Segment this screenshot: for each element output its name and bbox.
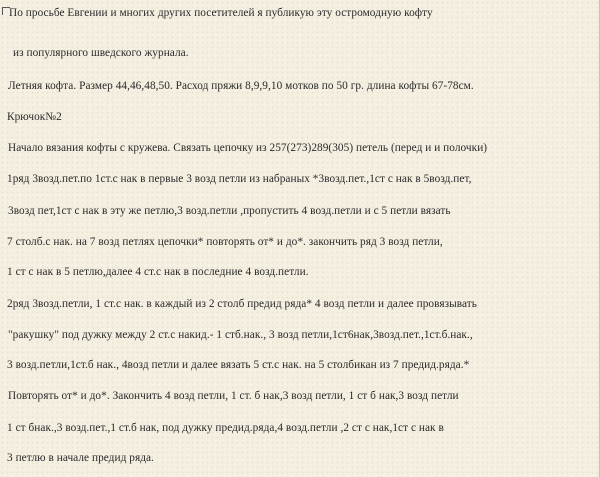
text-line-row1-a: 1ряд 3возд.пет.по 1ст.с нак в первые 3 возд петли из набраных *3возд.пет.,1ст с нак в 5возд.пет, [7,173,472,185]
text-line-row2-b: "ракушку" под дужку между 2 ст.с накид.- 1 стб.нак., 3 возд петли,1ст6нак,3возд.пет.,1ст.б.нак., [8,329,473,341]
text-line-row2-e: 1 ст бнак.,3 возд.пет.,1 ст.б нак, под дужку предид.ряда,4 возд.петли ,2 ст с нак,1ст с нак в [7,422,444,434]
text-line-row2-f: 3 петлю в начале предид ряда. [7,452,154,464]
text-line-row1-b: 3возд пет,1ст с нак в эту же петлю,3 возд.петли ,пропустить 4 возд.петли и с 5 петли вязать [8,205,451,217]
text-line-row1-d: 1 ст с нак в 5 петлю,далее 4 ст.с нак в последние 4 возд.петли. [7,266,309,278]
text-line-row2-c: 3 возд.петли,1ст.б нак., 4возд петли и далее вязать 5 ст.с нак. на 5 столбикан из 7 предид.ряда.* [7,359,470,371]
text-line-size-yarn: Летняя кофта. Размер 44,46,48,50. Расход пряжи 8,9,9,10 мотков по 50 гр. длина кофты 67-78см. [8,80,474,92]
text-line-row2-d: Повторять от* и до*. Закончить 4 возд петли, 1 ст. б нак,3 возд петли, 1 ст б нак,3 возд петли [8,390,459,402]
text-line-source: из популярного шведского журнала. [13,47,189,59]
text-line-start: Начало вязания кофты с кружева. Связать цепочку из 257(273)289(305) петель (перед и и полочки) [8,142,488,154]
text-line-intro: По просьбе Евгении и многих других посетителей я публикую эту остромодную кофту [9,7,433,19]
text-line-row1-c: 7 столб.с нак. на 7 возд петлях цепочки* повторять от* и до*. закончить ряд 3 возд петли, [7,236,443,248]
text-line-row2-a: 2ряд 3возд.петли, 1 ст.с нак. в каждый из 2 столб предид ряда* 4 возд петли и далее провязывать [7,298,477,310]
text-line-hook: Крючок№2 [7,111,62,123]
